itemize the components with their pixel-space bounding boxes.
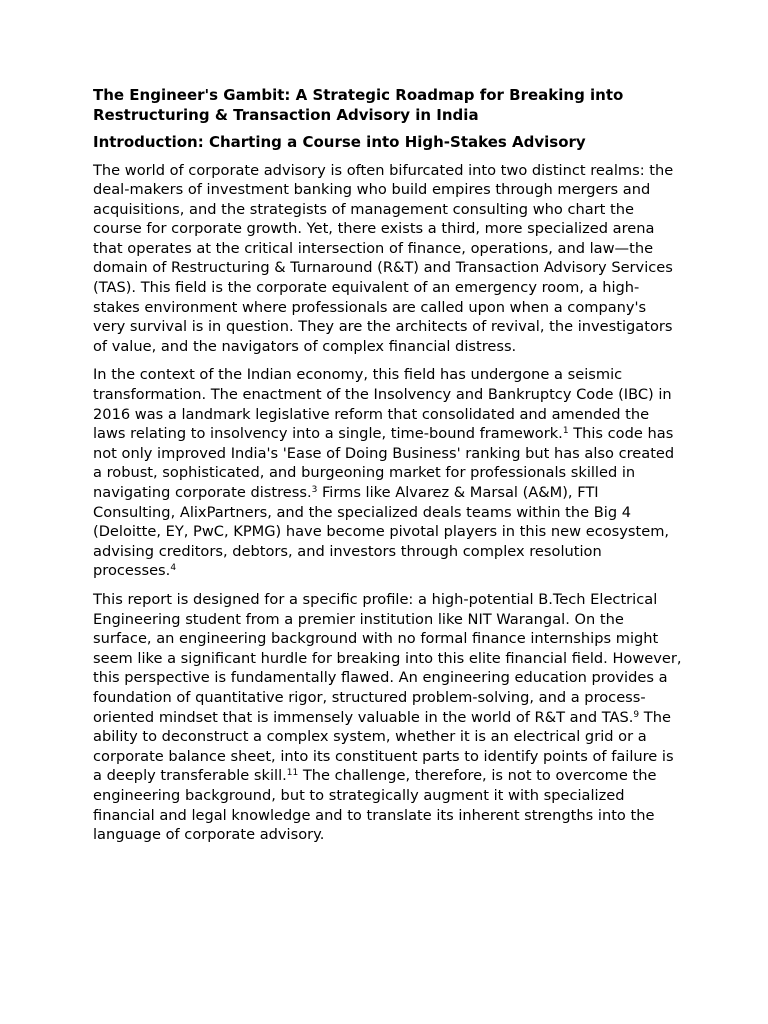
paragraph-3-text-3: The challenge, therefore, is not to overcome the engineering background, but to strategically augment it with specialized financial and legal knowledge and to translate its inherent strengths into the language of corporate advisory. <box>93 767 657 844</box>
footnote-ref-3[interactable]: 3 <box>311 485 318 495</box>
paragraph-3-text-1: This report is designed for a specific profile: a high-potential B.Tech Electrical Engineering student from a premier institution like NIT Warangal. On the surface, an engineering background with no formal finance internships might seem like a significant hurdle for breaking into this elite financial field. However, this perspective is fundamentally flawed. An engineering education provides a foundation of quantitative rigor, structured problem-solving, and a process-oriented mindset that is immensely valuable in the world of R&T and TAS. <box>93 590 682 726</box>
footnote-ref-11[interactable]: 11 <box>286 768 299 779</box>
footnote-ref-9[interactable]: 9 <box>633 709 640 720</box>
document-page <box>93 86 683 854</box>
section-heading: Introduction: Charting a Course into High-Stakes Advisory <box>93 133 586 151</box>
paragraph-3-text-2: The ability to deconstruct a complex system, whether it is an electrical grid or a corporate balance sheet, into its constituent parts to identify points of failure is a deeply transferable skill. <box>93 708 674 785</box>
paragraph-2 <box>93 365 683 581</box>
paragraph-2-text-2: This code has not only improved India's 'Ease of Doing Business' ranking but has also created a robust, sophisticated, and burgeoning market for professionals skilled in navigating corporate distress. <box>93 425 675 501</box>
paragraph-3 <box>93 590 683 845</box>
paragraph-1: The world of corporate advisory is often bifurcated into two distinct realms: the deal-makers of investment banking who build empires through mergers and acquisitions, and the strategists of management consulting who chart the course for corporate growth. Yet, there exists a third, more specialized arena that operates at the critical intersection of finance, operations, and law—the domain of Restructuring & Turnaround (R&T) and Transaction Advisory Services (TAS). This field is the corporate equivalent of an emergency room, a high-stakes environment where professionals are called upon when a company's very survival is in question. They are the architects of revival, the investigators of value, and the navigators of complex financial distress. <box>93 161 674 355</box>
document-title: The Engineer's Gambit: A Strategic Roadmap for Breaking into Restructuring & Transaction Advisory in India <box>93 86 624 124</box>
footnote-ref-1[interactable]: 1 <box>562 426 569 437</box>
paragraph-2-text-1: In the context of the Indian economy, this field has undergone a seismic transformation. The enactment of the Insolvency and Bankruptcy Code (IBC) in 2016 was a landmark legislative reform that consolidated and amended the laws relating to insolvency into a single, time-bound framework. <box>93 366 672 443</box>
footnote-ref-4[interactable]: 4 <box>170 563 177 574</box>
paragraph-2-text-3: Firms like Alvarez & Marsal (A&M), FTI Consulting, AlixPartners, and the specialized deals teams within the Big 4 (Deloitte, EY, PwC, KPMG) have become pivotal players in this new ecosystem, advising creditors, debtors, and investors through complex resolution processes. <box>93 484 670 580</box>
